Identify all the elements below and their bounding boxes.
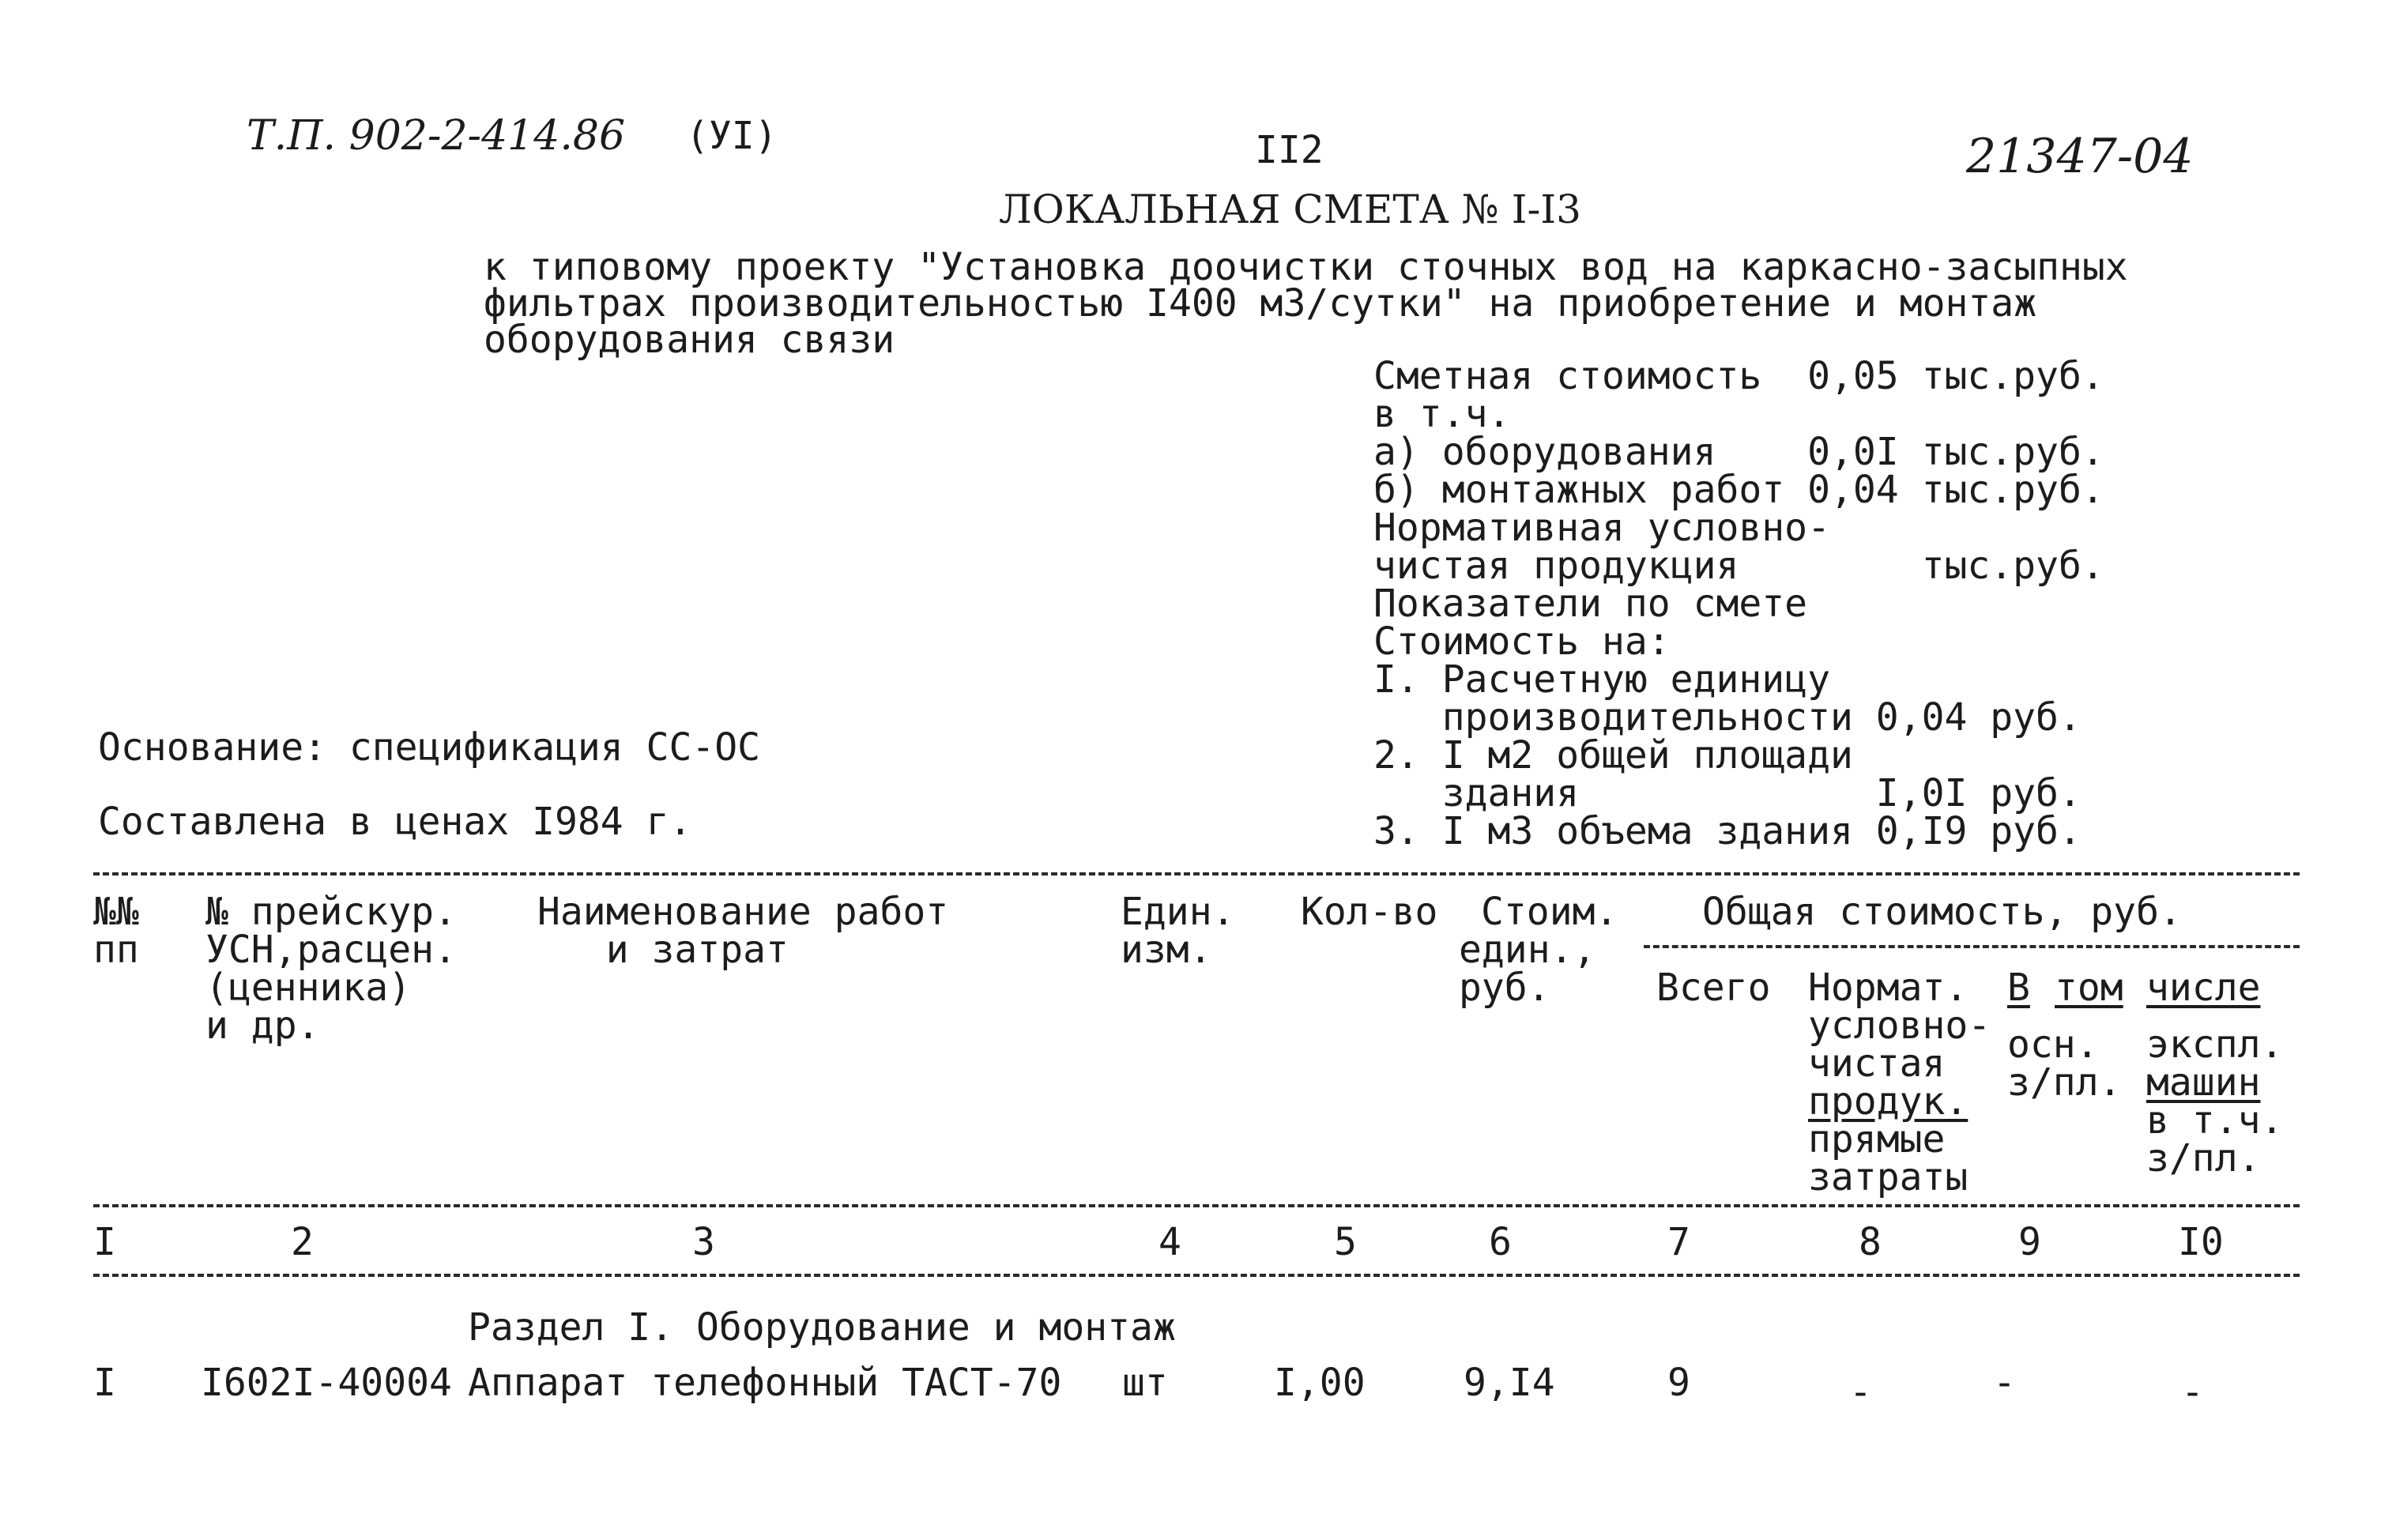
summary-line: а) оборудования 0,0I тыс.руб.	[1373, 430, 2104, 474]
doc-reference: Т.П. 902-2-414.86	[247, 112, 626, 160]
col-header-norm: продук.	[1808, 1079, 1968, 1124]
col-header-norm: прямые	[1808, 1117, 1946, 1162]
column-number: I0	[2178, 1220, 2224, 1264]
page-number: II2	[1255, 128, 1324, 172]
col-header-price: един.,	[1459, 928, 1596, 972]
row-unit-price: 9,I4	[1464, 1361, 1555, 1405]
subtitle-line: фильтрах производительностью I400 м3/сутки" на приобретение и монтаж	[484, 281, 2037, 326]
col-header-total-cost: Общая стоимость, руб.	[1702, 890, 2182, 934]
col-header-total: Всего	[1656, 966, 1771, 1010]
col-header-unit: Един.	[1121, 890, 1235, 934]
col-header-norm: Нормат.	[1808, 966, 1968, 1010]
row-quantity: I,00	[1274, 1361, 1366, 1405]
document-code: 21347-04	[1966, 129, 2194, 184]
col-header-code: (ценника)	[205, 966, 412, 1010]
col-header-qty: Кол-во	[1301, 890, 1438, 934]
col-header-norm: чистая	[1808, 1041, 1946, 1086]
column-number: 2	[291, 1220, 314, 1264]
col-header-name: Наименование работ	[537, 890, 949, 934]
row-number: I	[93, 1361, 116, 1405]
summary-line: I. Расчетную единицу	[1373, 657, 1830, 702]
col-header-machines: з/пл.	[2146, 1136, 2261, 1180]
summary-line: Показатели по смете	[1373, 582, 1808, 626]
subtitle-line: оборудования связи	[484, 318, 895, 362]
col-header-unit: изм.	[1121, 928, 1212, 972]
col-header-basic-pay: з/пл.	[2007, 1060, 2122, 1105]
col-header-machines: экспл.	[2146, 1022, 2284, 1067]
col-header-code: и др.	[205, 1003, 320, 1048]
column-number: 6	[1489, 1220, 1512, 1264]
col-header-incl: числе	[2146, 966, 2261, 1010]
col-header-machines: машин	[2146, 1060, 2261, 1105]
col-header-num: пп	[93, 928, 139, 972]
col-header-num: №№	[93, 890, 139, 934]
summary-line: в т.ч.	[1373, 392, 1511, 436]
col-header-name: и затрат	[537, 928, 789, 972]
row-basic-pay: -	[1993, 1361, 2016, 1405]
table-top-rule	[93, 872, 2300, 875]
prices-note: Составлена в ценах I984 г.	[98, 800, 692, 844]
col-header-price: Стоим.	[1481, 890, 1618, 934]
col-header-norm: условно-	[1808, 1003, 1991, 1048]
basis-note: Основание: спецификация СС-ОС	[98, 725, 761, 770]
row-code: I602I-40004	[201, 1361, 452, 1405]
summary-line: Нормативная условно-	[1373, 506, 1830, 550]
col-header-price: руб.	[1459, 966, 1550, 1010]
summary-line: 2. I м2 общей площади	[1373, 733, 1853, 778]
section-title: Раздел I. Оборудование и монтаж	[468, 1305, 1176, 1350]
col-header-incl: том	[2055, 966, 2123, 1010]
column-number: 8	[1859, 1220, 1882, 1264]
column-number: 5	[1334, 1220, 1357, 1264]
subtitle-line: к типовому проекту "Установка доочистки сточных вод на каркасно-засыпных	[484, 245, 2128, 289]
row-total: 9	[1667, 1361, 1690, 1405]
row-name: Аппарат телефонный ТАСТ-70	[468, 1361, 1062, 1405]
column-number: I	[93, 1220, 116, 1264]
row-unit: шт	[1122, 1361, 1168, 1405]
column-number: 9	[2018, 1220, 2041, 1264]
header-bottom-rule	[93, 1204, 2300, 1207]
summary-line: 3. I м3 объема здания 0,I9 руб.	[1373, 809, 2081, 853]
summary-line: здания I,0I руб.	[1373, 771, 2081, 815]
col-header-incl: В	[2007, 966, 2030, 1010]
summary-line: б) монтажных работ 0,04 тыс.руб.	[1373, 468, 2104, 512]
numbers-bottom-rule	[93, 1274, 2300, 1277]
document-title: ЛОКАЛЬНАЯ СМЕТА № I-I3	[999, 186, 1581, 232]
col-header-machines: в т.ч.	[2146, 1098, 2284, 1143]
column-number: 7	[1667, 1220, 1690, 1264]
total-cost-rule	[1644, 945, 2300, 948]
col-header-code: № прейскур.	[205, 890, 457, 934]
column-number: 4	[1158, 1220, 1181, 1264]
summary-line: Стоимость на:	[1373, 619, 1671, 664]
row-norm-production: -	[1849, 1370, 1872, 1414]
summary-line: Сметная стоимость 0,05 тыс.руб.	[1373, 354, 2104, 398]
col-header-basic-pay: осн.	[2007, 1022, 2099, 1067]
col-header-code: УСН,расцен.	[205, 928, 457, 972]
section-number: (УI)	[686, 114, 778, 158]
col-header-norm: затраты	[1808, 1155, 1968, 1199]
row-machines: -	[2181, 1370, 2204, 1414]
summary-line: производительности 0,04 руб.	[1373, 695, 2081, 740]
column-number: 3	[692, 1220, 715, 1264]
summary-line: чистая продукция тыс.руб.	[1373, 544, 2104, 588]
